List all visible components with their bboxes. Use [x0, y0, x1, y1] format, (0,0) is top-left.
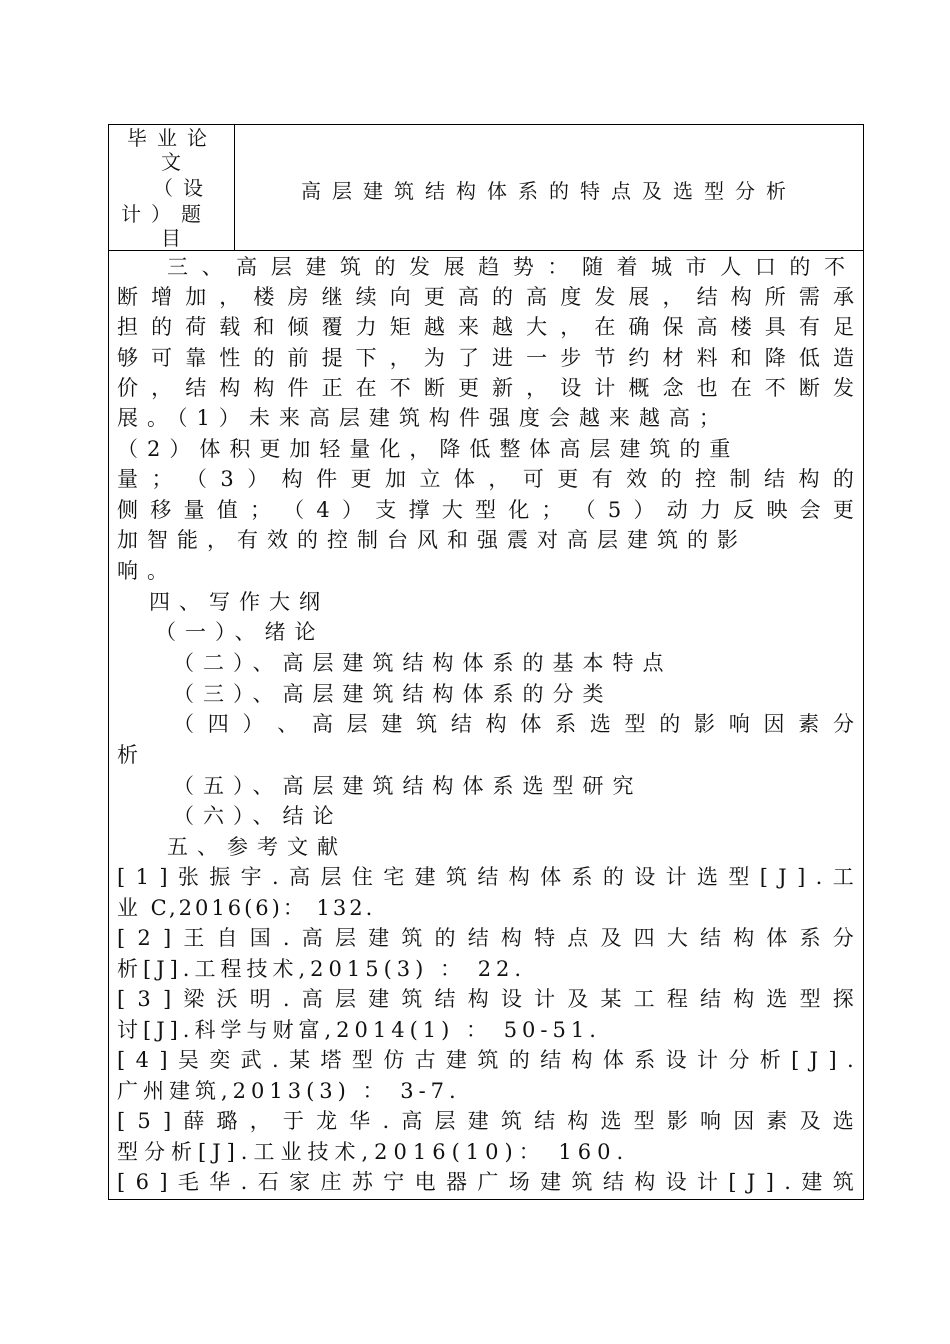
para-line: （2）体积更加轻量化，降低整体高层建筑的重 — [117, 437, 740, 461]
references-heading: 五、参考文献 — [167, 835, 347, 859]
outline-item: （三）、高层建筑结构体系的分类 — [173, 682, 613, 706]
header-row — [109, 125, 863, 251]
para-line: 响。 — [117, 559, 177, 583]
label-line-4: 计）题 — [121, 202, 211, 226]
para-line: 展。（1）未来高层建筑构件强度会越来越高； — [117, 406, 729, 430]
para-line: 三 、 高 层 建 筑 的 发 展 趋 势 ： 随 着 城 市 人 口 的 不 — [167, 255, 854, 279]
reference-line: 讨[J].科学与财富,2014(1) ： 50-51. — [117, 1018, 601, 1042]
reference-line: [ 4 ] 吴 奕 武 . 某 塔 型 仿 古 建 筑 的 结 构 体 系 设 计 分 析 [ J ] . — [117, 1048, 854, 1072]
label-line-1: 毕业论 — [127, 126, 217, 150]
label-line-3: （设 — [153, 176, 213, 200]
outline-item: （六）、结论 — [173, 804, 343, 828]
para-line: 断 增 加 ， 楼 房 继 续 向 更 高 的 高 度 发 展 ， 结 构 所 需 承 — [117, 285, 854, 309]
para-line: 量 ； （ 3 ） 构 件 更 加 立 体 ， 可 更 有 效 的 控 制 结 构 的 — [117, 467, 854, 491]
reference-line: 业 C,2016(6)： 132. — [117, 896, 376, 920]
reference-line: [ 3 ] 梁 沃 明 . 高 层 建 筑 结 构 设 计 及 某 工 程 结 构 选 型 探 — [117, 987, 854, 1011]
reference-line: [ 6 ] 毛 华 . 石 家 庄 苏 宁 电 器 广 场 建 筑 结 构 设 计 [ J ] . 建 筑 — [117, 1170, 854, 1194]
reference-line: [ 5 ] 薛 璐 ， 于 龙 华 . 高 层 建 筑 结 构 选 型 影 响 因 素 及 选 — [117, 1109, 854, 1133]
label-line-2: 文 — [161, 150, 191, 174]
outline-item-cont: 析 — [117, 743, 138, 767]
outline-item: （五）、高层建筑结构体系选型研究 — [173, 774, 643, 798]
outline-item: （二）、高层建筑结构体系的基本特点 — [173, 651, 673, 675]
para-line: 担 的 荷 载 和 倾 覆 力 矩 越 来 越 大 ， 在 确 保 高 楼 具 有 足 — [117, 315, 854, 339]
outline-item: （一）、绪论 — [155, 620, 325, 644]
reference-line: [ 1 ] 张 振 宇 . 高 层 住 宅 建 筑 结 构 体 系 的 设 计 选 型 [ J ] . 工 — [117, 865, 854, 889]
proposal-table — [108, 124, 864, 1200]
reference-line: 广州建筑,2013(3) ： 3-7. — [117, 1079, 461, 1103]
para-line: 侧 移 量 值 ； （ 4 ） 支 撑 大 型 化 ； （ 5 ） 动 力 反 映 会 更 — [117, 498, 854, 522]
label-line-5: 目 — [161, 226, 191, 250]
thesis-title: 高层建筑结构体系的特点及选型分析 — [301, 179, 797, 203]
reference-line: 析[J].工程技术,2015(3) ： 22. — [117, 957, 527, 981]
para-line: 加智能，有效的控制台风和强震对高层建筑的影 — [117, 528, 747, 552]
title-label-cell — [109, 125, 235, 250]
reference-line: 型分析[J].工业技术,2016(10)： 160. — [117, 1140, 630, 1164]
outline-heading: 四、写作大纲 — [149, 590, 329, 614]
para-line: 够 可 靠 性 的 前 提 下 ， 为 了 进 一 步 节 约 材 料 和 降 低 造 — [117, 346, 854, 370]
reference-line: [ 2 ] 王 自 国 . 高 层 建 筑 的 结 构 特 点 及 四 大 结 构 体 系 分 — [117, 926, 854, 950]
para-line: 价 ， 结 构 构 件 正 在 不 断 更 新 ， 设 计 概 念 也 在 不 断 发 — [117, 376, 854, 400]
outline-item: （ 四 ） 、 高 层 建 筑 结 构 体 系 选 型 的 影 响 因 素 分 — [173, 712, 854, 736]
